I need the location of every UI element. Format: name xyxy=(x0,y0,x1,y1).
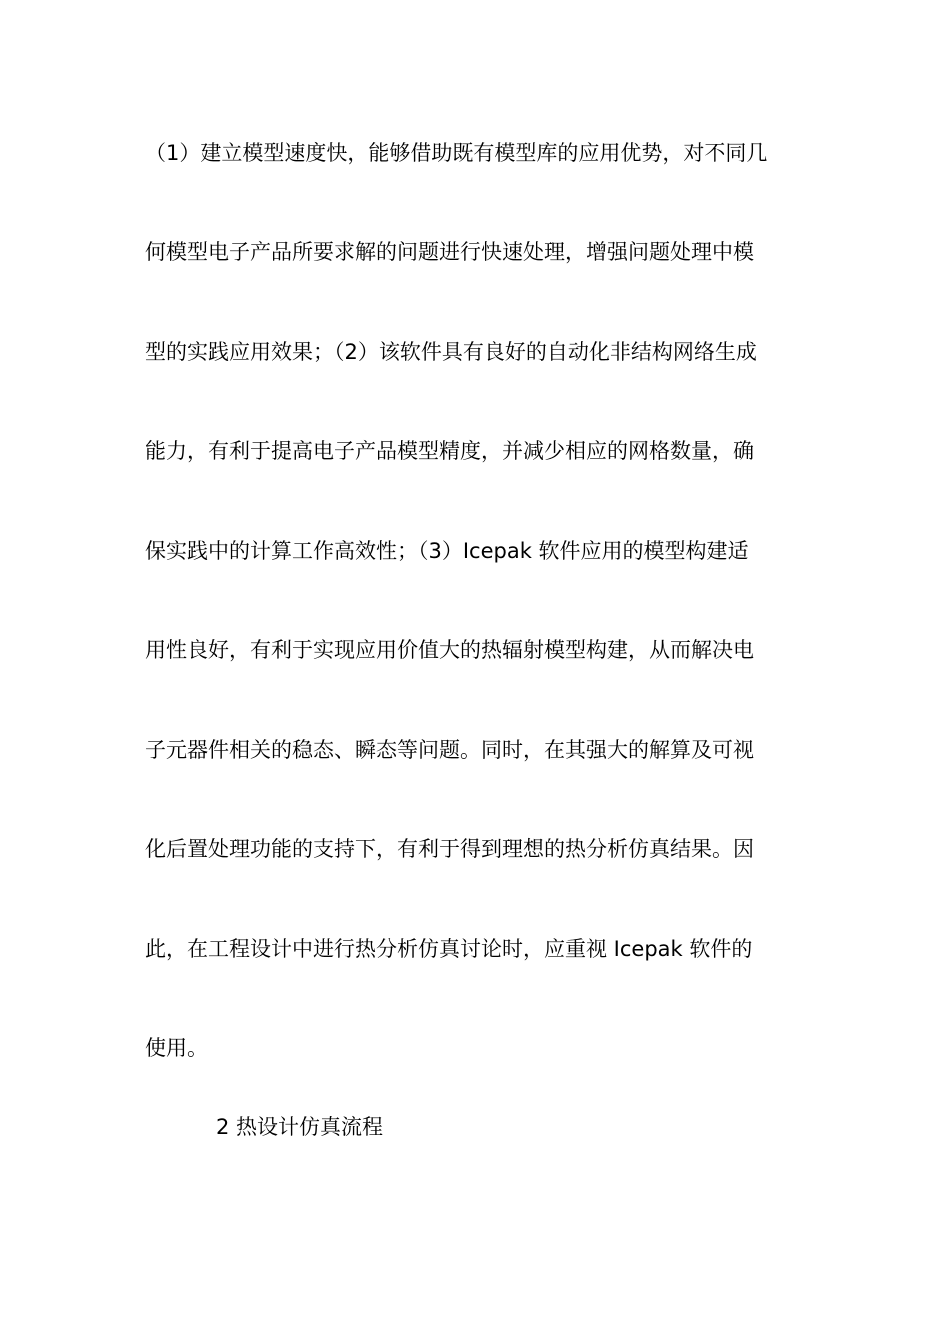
paragraph-line: 何模型电子产品所要求解的问题进行快速处理，增强问题处理中模 xyxy=(145,240,754,264)
paragraph-line: 化后置处理功能的支持下，有利于得到理想的热分析仿真结果。因 xyxy=(145,837,754,861)
paragraph-line: （1）建立模型速度快，能够借助既有模型库的应用优势，对不同几 xyxy=(145,141,768,165)
paragraph-line: 使用。 xyxy=(145,1036,208,1060)
paragraph-line: 保实践中的计算工作高效性；（3）Icepak 软件应用的模型构建适 xyxy=(145,539,749,563)
paragraph-line: 能力，有利于提高电子产品模型精度，并减少相应的网格数量，确 xyxy=(145,439,754,463)
paragraph-line: 型的实践应用效果；（2）该软件具有良好的自动化非结构网络生成 xyxy=(145,340,757,364)
paragraph-line: 此，在工程设计中进行热分析仿真讨论时，应重视 Icepak 软件的 xyxy=(145,937,753,961)
section-heading: 2 热设计仿真流程 xyxy=(216,1115,384,1139)
paragraph-line: 子元器件相关的稳态、瞬态等问题。同时，在其强大的解算及可视 xyxy=(145,738,754,762)
paragraph-line: 用性良好，有利于实现应用价值大的热辐射模型构建，从而解决电 xyxy=(145,638,754,662)
